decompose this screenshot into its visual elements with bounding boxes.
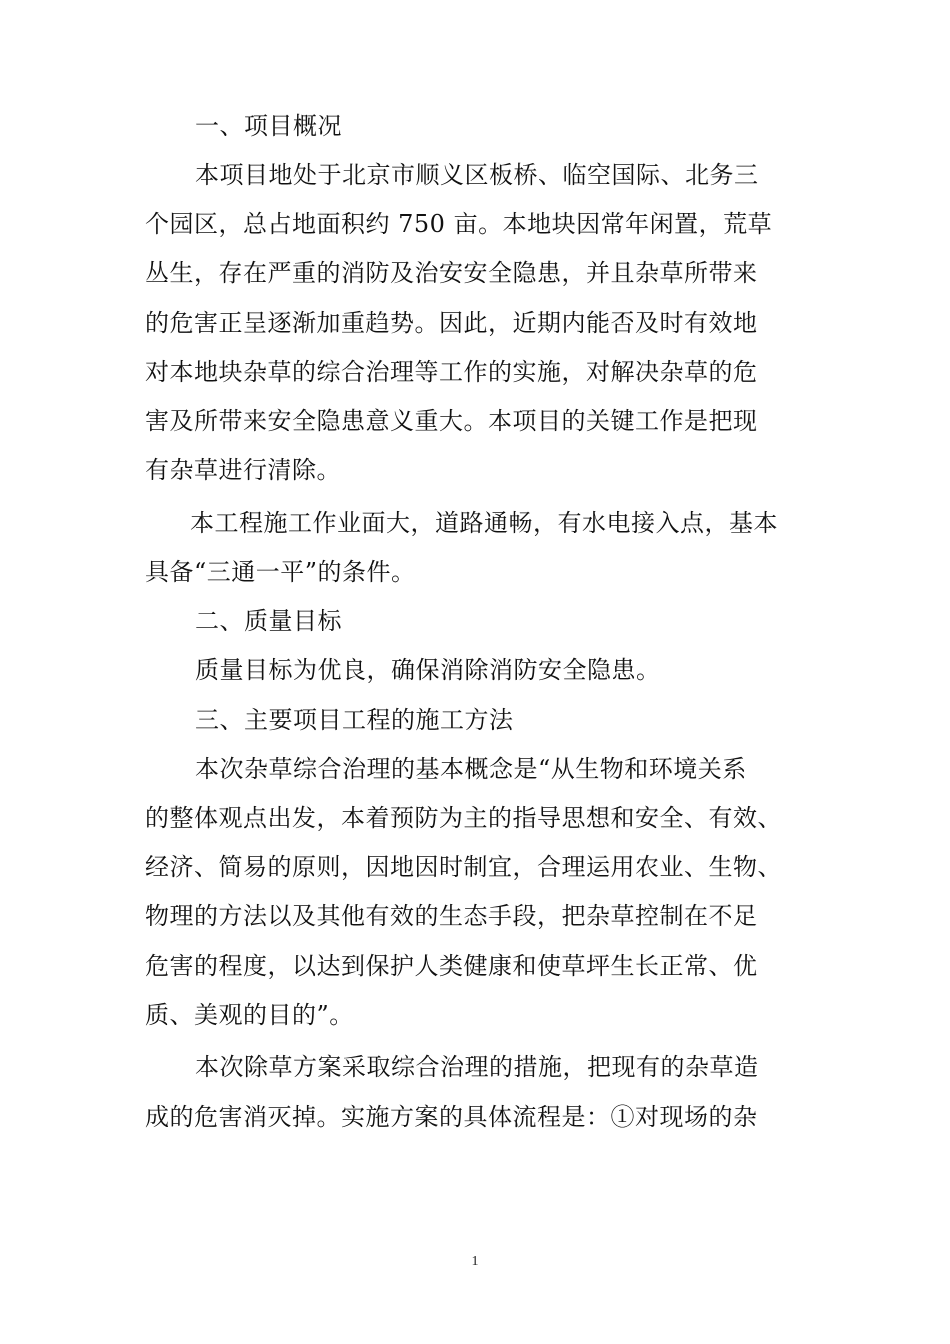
paragraph-line: 成的危害消灭掉。实施方案的具体流程是：①对现场的杂	[145, 1103, 758, 1131]
paragraph-line: 丛生，存在严重的消防及治安安全隐患，并且杂草所带来	[145, 259, 758, 287]
paragraph-line: 本次除草方案采取综合治理的措施，把现有的杂草造	[195, 1053, 759, 1081]
paragraph-line: 质、美观的目的”。	[145, 1001, 354, 1029]
paragraph-line: 经济、简易的原则，因地因时制宜，合理运用农业、生物、	[145, 853, 782, 881]
paragraph-line: 个园区，总占地面积约 750 亩。本地块因常年闲置，荒草	[145, 210, 773, 238]
paragraph-line: 的危害正呈逐渐加重趋势。因此，近期内能否及时有效地	[145, 309, 758, 337]
paragraph-line: 本工程施工作业面大，道路通畅，有水电接入点，基本	[190, 509, 778, 537]
paragraph-line: 有杂草进行清除。	[145, 456, 341, 484]
section-heading-project-overview: 一、项目概况	[195, 112, 342, 140]
section-heading-construction-methods: 三、主要项目工程的施工方法	[195, 706, 514, 734]
paragraph-line: 物理的方法以及其他有效的生态手段，把杂草控制在不足	[145, 902, 758, 930]
paragraph-line: 质量目标为优良，确保消除消防安全隐患。	[195, 656, 661, 684]
page-number: 1	[471, 1254, 479, 1269]
paragraph-line: 害及所带来安全隐患意义重大。本项目的关键工作是把现	[145, 407, 758, 435]
section-heading-quality-target: 二、质量目标	[195, 607, 342, 635]
paragraph-line: 的整体观点出发，本着预防为主的指导思想和安全、有效、	[145, 804, 782, 832]
paragraph-line: 具备“三通一平”的条件。	[145, 558, 416, 586]
paragraph-line: 对本地块杂草的综合治理等工作的实施，对解决杂草的危	[145, 358, 758, 386]
paragraph-line: 本项目地处于北京市顺义区板桥、临空国际、北务三	[195, 161, 759, 189]
paragraph-line: 本次杂草综合治理的基本概念是“从生物和环境关系	[195, 755, 747, 783]
paragraph-line: 危害的程度，以达到保护人类健康和使草坪生长正常、优	[145, 952, 758, 980]
